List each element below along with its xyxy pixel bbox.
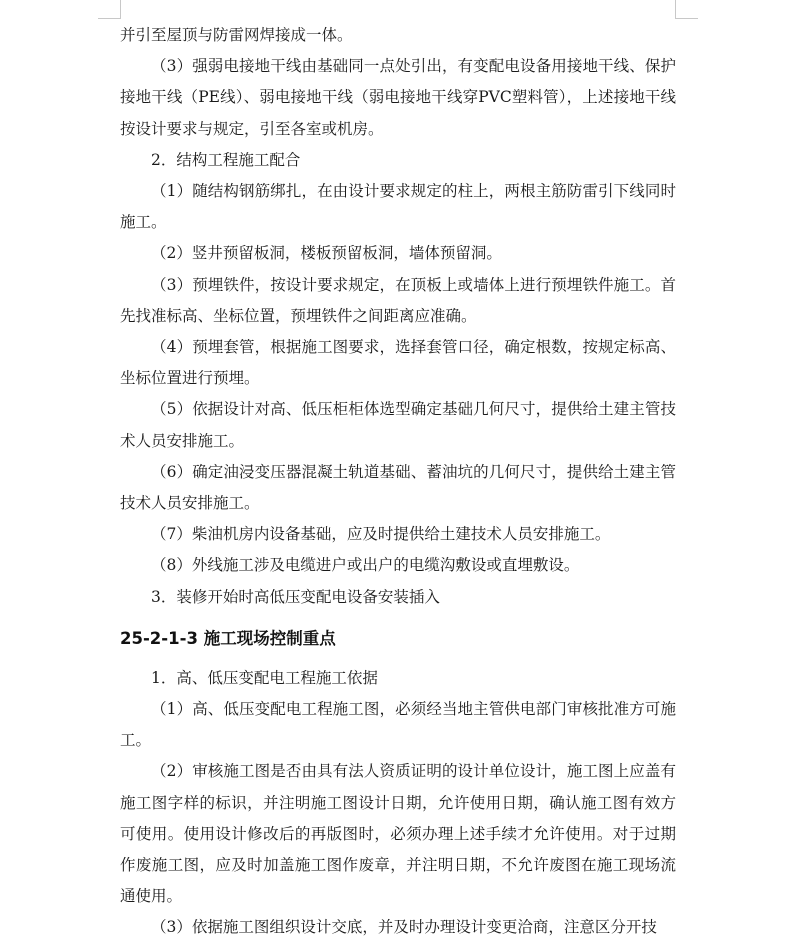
- paragraph: 3．装修开始时高低压变配电设备安装插入: [151, 587, 440, 606]
- document-page: [120, 20, 676, 944]
- paragraph: （1）随结构钢筋绑扎，在由设计要求规定的柱上，两根主筋防雷引下线同时施工。: [120, 182, 676, 232]
- paragraph: （6）确定油浸变压器混凝土轨道基础、蓄油坑的几何尺寸，提供给土建主管技术人员安排施工。: [120, 462, 676, 513]
- page-corner-mark-right: [675, 0, 698, 19]
- paragraph: 2．结构工程施工配合: [151, 150, 301, 169]
- paragraph: （7）柴油机房内设备基础，应及时提供给土建技术人员安排施工。: [151, 525, 611, 544]
- paragraph: （2）竖井预留板洞，楼板预留板洞，墙体预留洞。: [151, 244, 502, 263]
- paragraph: 并引至屋顶与防雷网焊接成一体。: [120, 26, 353, 44]
- paragraph: （3）预埋铁件，按设计要求规定，在顶板上或墙体上进行预埋铁件施工。首先找准标高、坐标位置，预埋铁件之间距离应准确。: [120, 275, 676, 325]
- paragraph: （8）外线施工涉及电缆进户或出户的电缆沟敷设或直埋敷设。: [151, 556, 580, 575]
- page-corner-mark-left: [98, 0, 121, 19]
- paragraph-group-bottom: [120, 663, 676, 944]
- section-heading: 25-2-1-3 施工现场控制重点: [120, 628, 336, 648]
- paragraph: （4）预埋套管，根据施工图要求，选择套管口径，确定根数，按规定标高、坐标位置进行预埋。: [120, 338, 676, 388]
- paragraph: （3）依据施工图组织设计交底，并及时办理设计变更洽商，注意区分开技: [151, 918, 657, 937]
- paragraph: 1．高、低压变配电工程施工依据: [151, 668, 378, 687]
- paragraph: （5）依据设计对高、低压柜柜体选型确定基础几何尺寸，提供给土建主管技术人员安排施工。: [120, 400, 676, 450]
- paragraph-group-top: [120, 20, 676, 613]
- paragraph: （1）高、低压变配电工程施工图，必须经当地主管供电部门审核批准方可施工。: [120, 700, 676, 750]
- paragraph: （3）强弱电接地干线由基础同一点处引出，有变配电设备用接地干线、保护接地干线（PE线）、弱电接地干线（弱电接地干线穿PVC塑料管），上述接地干线按设计要求与规定，引至各室或机房。: [120, 57, 676, 138]
- paragraph: （2）审核施工图是否由具有法人资质证明的设计单位设计，施工图上应盖有施工图字样的标识，并注明施工图设计日期，允许使用日期，确认施工图有效方可使用。使用设计修改后的再版图时，必须办理上述手续才允许使用。对于过期作废施工图，应及时加盖施工图作废章，并注明日期，不允许废图在施工现场流通使用。: [120, 762, 676, 906]
